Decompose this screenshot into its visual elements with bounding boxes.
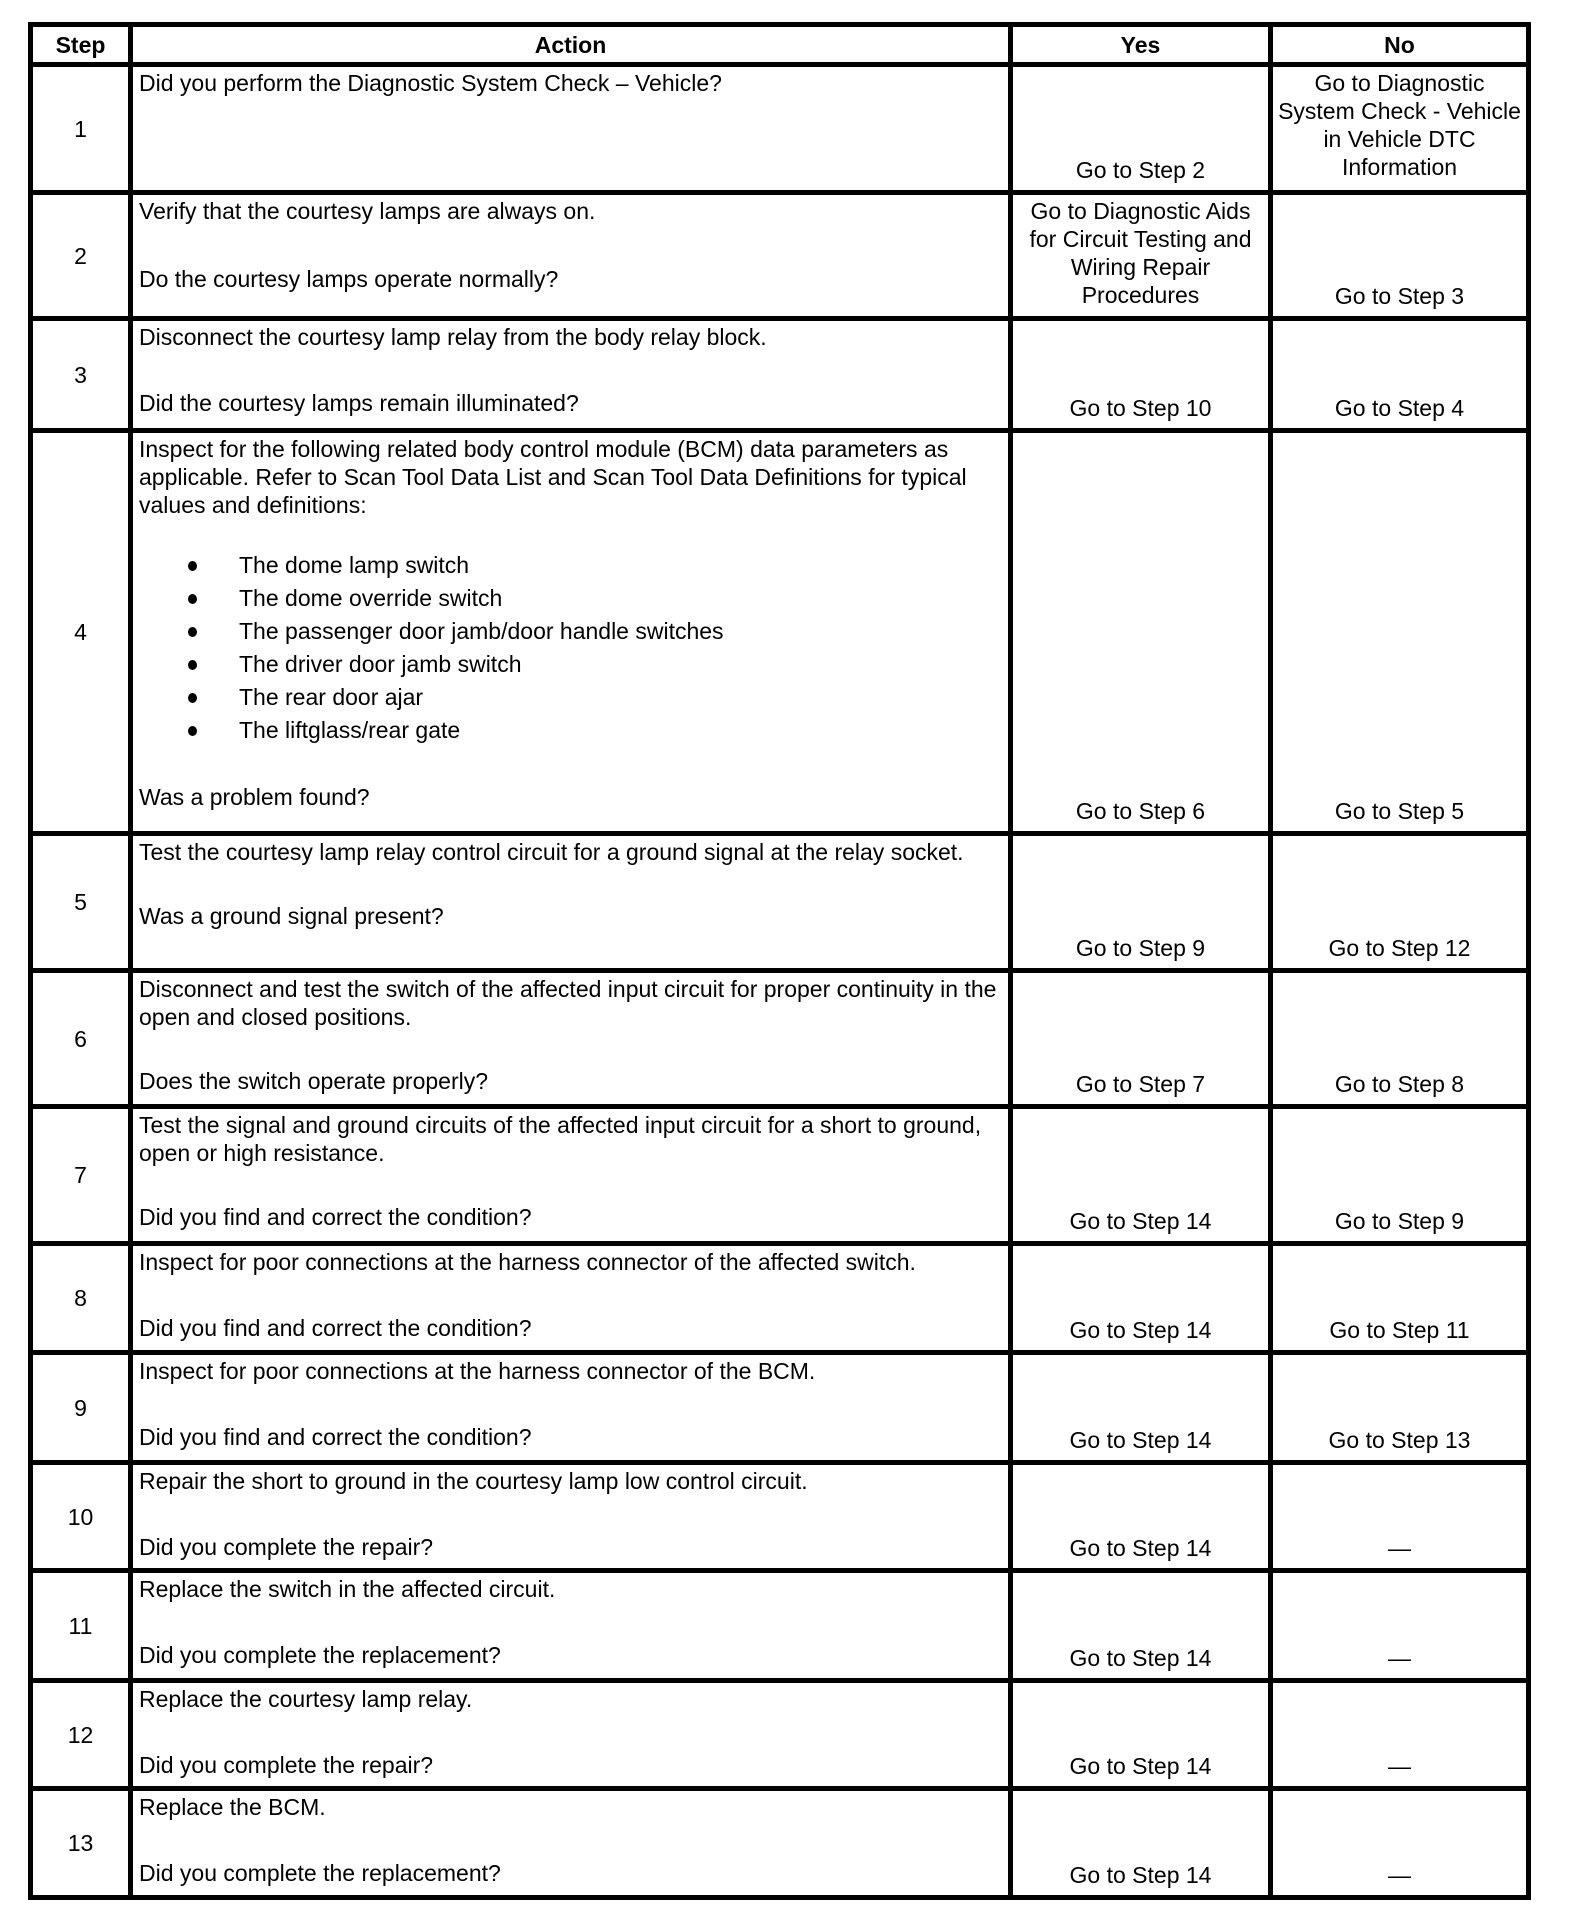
action-question: Did you find and correct the condition? <box>139 1424 532 1450</box>
step-number: 9 <box>31 1353 131 1463</box>
no-cell: Go to Step 5 <box>1271 431 1529 834</box>
step-number: 10 <box>31 1463 131 1571</box>
yes-cell: Go to Step 6 <box>1011 431 1271 834</box>
step-number: 11 <box>31 1571 131 1681</box>
table-row <box>31 1571 1529 1681</box>
no-cell: Go to Step 4 <box>1271 319 1529 431</box>
header-row <box>31 25 1529 65</box>
step-number: 2 <box>31 193 131 319</box>
list-item: The dome override switch <box>139 582 1002 615</box>
list-item: The dome lamp switch <box>139 549 1002 582</box>
action-text: Replace the courtesy lamp relay. <box>139 1686 473 1712</box>
list-item: The liftglass/rear gate <box>139 714 1002 747</box>
bullet-icon <box>188 627 197 637</box>
step-number: 7 <box>31 1107 131 1244</box>
list-item: The driver door jamb switch <box>139 648 1002 681</box>
no-cell: — <box>1271 1681 1529 1789</box>
action-text: Verify that the courtesy lamps are always on. <box>139 198 596 224</box>
header-action: Action <box>131 25 1011 65</box>
step-number: 1 <box>31 65 131 193</box>
list-item: The rear door ajar <box>139 681 1002 714</box>
parameter-list <box>139 549 1002 747</box>
action-cell <box>131 319 1011 431</box>
action-cell <box>131 1789 1011 1898</box>
action-cell <box>131 1107 1011 1244</box>
yes-cell: Go to Step 14 <box>1011 1107 1271 1244</box>
step-number: 3 <box>31 319 131 431</box>
action-text: Disconnect and test the switch of the affected input circuit for proper continuity in the open and closed positions. <box>139 976 997 1030</box>
yes-cell: Go to Step 2 <box>1011 65 1271 193</box>
action-question: Do the courtesy lamps operate normally? <box>139 266 559 292</box>
table-row <box>31 1244 1529 1353</box>
table-row <box>31 1353 1529 1463</box>
list-item: The passenger door jamb/door handle switches <box>139 615 1002 648</box>
table-row <box>31 431 1529 834</box>
action-text: Repair the short to ground in the courtesy lamp low control circuit. <box>139 1468 808 1494</box>
no-cell: — <box>1271 1571 1529 1681</box>
table-row <box>31 65 1529 193</box>
action-question: Was a problem found? <box>139 784 370 810</box>
action-text: Replace the BCM. <box>139 1794 326 1820</box>
table-row <box>31 1463 1529 1571</box>
table-row <box>31 1681 1529 1789</box>
step-number: 5 <box>31 834 131 971</box>
action-cell <box>131 1681 1011 1789</box>
table-row <box>31 1789 1529 1898</box>
step-number: 13 <box>31 1789 131 1898</box>
no-cell: Go to Step 3 <box>1271 193 1529 319</box>
table-row <box>31 834 1529 971</box>
no-cell: Go to Step 12 <box>1271 834 1529 971</box>
action-cell <box>131 834 1011 971</box>
table-row <box>31 193 1529 319</box>
action-text: Replace the switch in the affected circuit. <box>139 1576 556 1602</box>
no-cell: — <box>1271 1789 1529 1898</box>
action-question: Did you complete the repair? <box>139 1752 434 1778</box>
table-row <box>31 971 1529 1107</box>
bullet-icon <box>188 660 197 670</box>
yes-cell: Go to Step 14 <box>1011 1244 1271 1353</box>
action-text: Inspect for poor connections at the harness connector of the affected switch. <box>139 1249 916 1275</box>
action-cell <box>131 193 1011 319</box>
step-number: 8 <box>31 1244 131 1353</box>
no-cell: Go to Step 11 <box>1271 1244 1529 1353</box>
action-question: Does the switch operate properly? <box>139 1068 489 1094</box>
yes-cell: Go to Step 7 <box>1011 971 1271 1107</box>
action-cell <box>131 1571 1011 1681</box>
diagnostic-table <box>28 22 1531 1900</box>
bullet-icon <box>188 594 197 604</box>
action-text: Did you perform the Diagnostic System Check – Vehicle? <box>139 70 722 96</box>
action-text: Test the signal and ground circuits of the affected input circuit for a short to ground, open or high resistance. <box>139 1112 982 1166</box>
bullet-icon <box>188 726 197 736</box>
action-cell <box>131 431 1011 834</box>
action-text: Inspect for the following related body control module (BCM) data parameters as applicable. Refer to Scan Tool Data List and Scan Tool Data Definitions for typical values and definitions: <box>139 436 967 518</box>
action-question: Did you complete the repair? <box>139 1534 434 1560</box>
header-no: No <box>1271 25 1529 65</box>
step-number: 6 <box>31 971 131 1107</box>
no-cell: Go to Step 13 <box>1271 1353 1529 1463</box>
yes-cell: Go to Step 14 <box>1011 1571 1271 1681</box>
action-text: Test the courtesy lamp relay control circuit for a ground signal at the relay socket. <box>139 839 964 865</box>
yes-cell: Go to Step 14 <box>1011 1681 1271 1789</box>
yes-cell: Go to Step 14 <box>1011 1463 1271 1571</box>
bullet-icon <box>188 561 197 571</box>
bullet-icon <box>188 693 197 703</box>
yes-cell: Go to Step 14 <box>1011 1789 1271 1898</box>
action-question: Did you find and correct the condition? <box>139 1204 532 1230</box>
action-text: Inspect for poor connections at the harness connector of the BCM. <box>139 1358 816 1384</box>
action-cell <box>131 1463 1011 1571</box>
yes-cell: Go to Step 9 <box>1011 834 1271 971</box>
action-question: Did you complete the replacement? <box>139 1642 501 1668</box>
no-cell: Go to Diagnostic System Check - Vehicle in Vehicle DTC Information <box>1271 65 1529 193</box>
action-question: Did the courtesy lamps remain illuminated? <box>139 390 579 416</box>
action-cell <box>131 971 1011 1107</box>
header-step: Step <box>31 25 131 65</box>
step-number: 12 <box>31 1681 131 1789</box>
step-number: 4 <box>31 431 131 834</box>
yes-cell: Go to Step 14 <box>1011 1353 1271 1463</box>
action-question: Did you find and correct the condition? <box>139 1315 532 1341</box>
action-cell <box>131 65 1011 193</box>
yes-cell: Go to Step 10 <box>1011 319 1271 431</box>
no-cell: Go to Step 8 <box>1271 971 1529 1107</box>
action-question: Did you complete the replacement? <box>139 1860 501 1886</box>
table-row <box>31 1107 1529 1244</box>
table-row <box>31 319 1529 431</box>
action-question: Was a ground signal present? <box>139 903 444 929</box>
no-cell: — <box>1271 1463 1529 1571</box>
action-cell <box>131 1244 1011 1353</box>
yes-cell: Go to Diagnostic Aids for Circuit Testing and Wiring Repair Procedures <box>1011 193 1271 319</box>
no-cell: Go to Step 9 <box>1271 1107 1529 1244</box>
action-cell <box>131 1353 1011 1463</box>
action-text: Disconnect the courtesy lamp relay from the body relay block. <box>139 324 767 350</box>
header-yes: Yes <box>1011 25 1271 65</box>
